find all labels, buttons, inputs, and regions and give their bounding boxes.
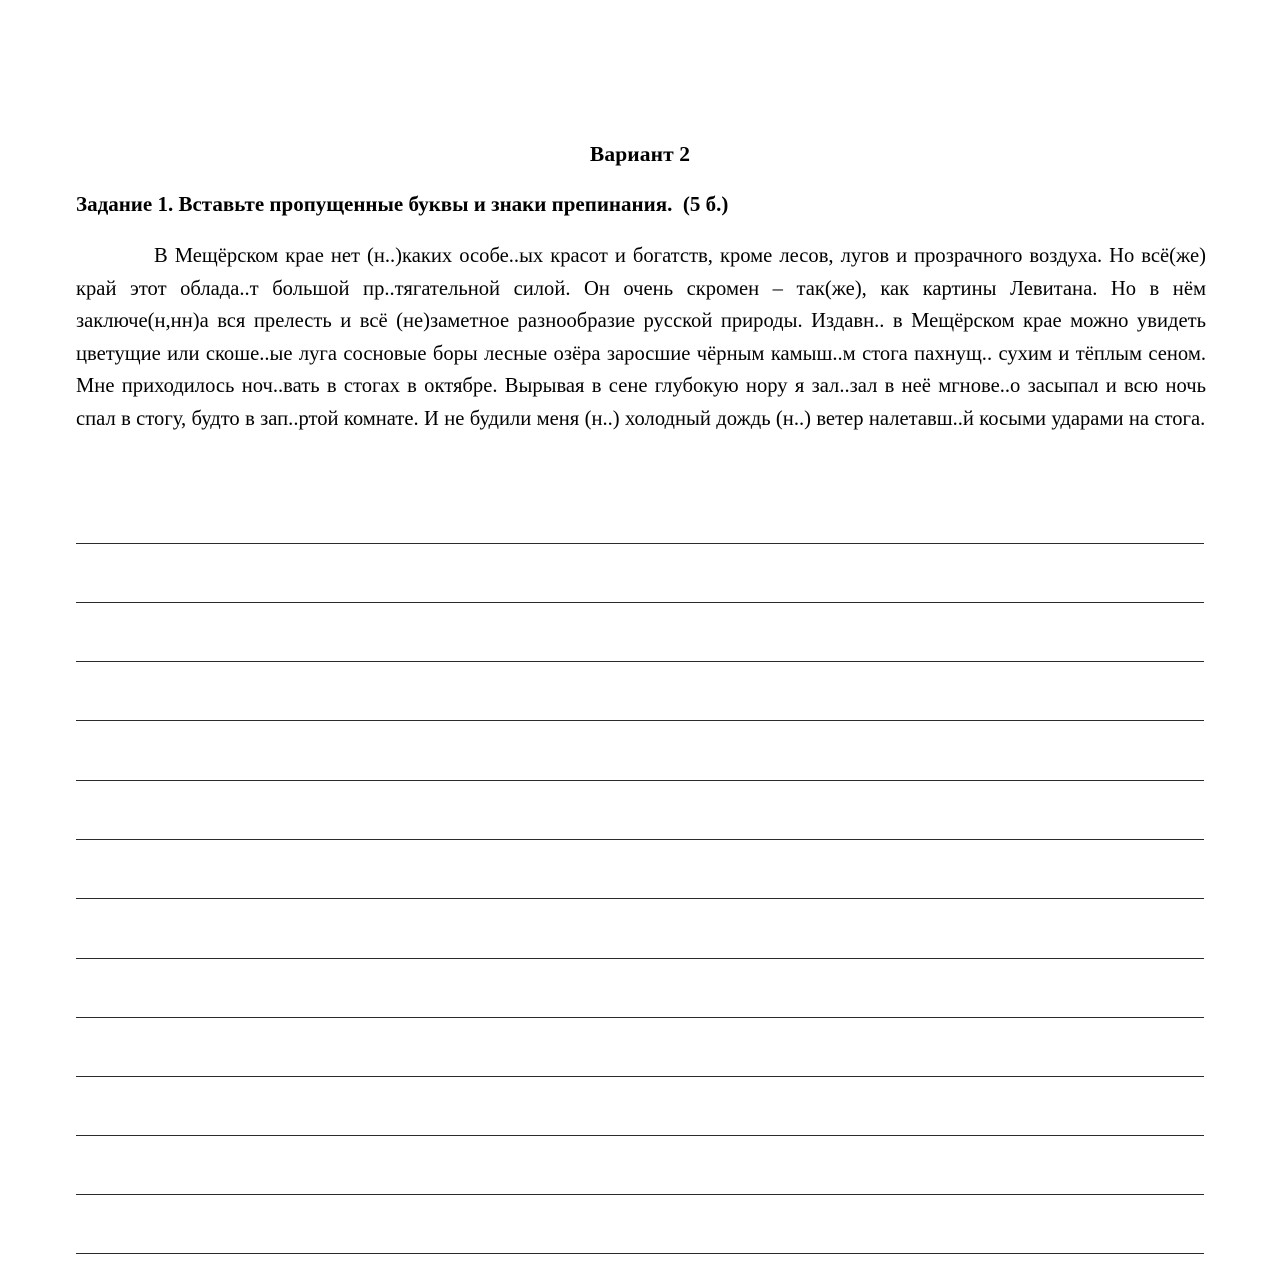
task-heading: Задание 1. Вставьте пропущенные буквы и знаки препинания. (5 б.)	[76, 192, 729, 216]
answer-line	[76, 1017, 1204, 1018]
answer-line	[76, 1253, 1204, 1254]
answer-line	[76, 839, 1204, 840]
answer-line	[76, 1076, 1204, 1077]
answer-line	[76, 543, 1204, 544]
answer-line	[76, 898, 1204, 899]
page-title: Вариант 2	[589, 142, 691, 166]
answer-line	[76, 780, 1204, 781]
answer-line	[76, 958, 1204, 959]
answer-line	[76, 602, 1204, 603]
exercise-paragraph: В Мещёрском крае нет (н..)каких особе..ых красот и богатств, кроме лесов, лугов и прозрачного воздуха. Но всё(же) край этот облада..т большой пр..тягательной силой. Он очень скромен – так(же), как картины Левитана. Но в нём заключе(н,нн)а вся прелесть и всё (не)заметное разнообразие русской природы. Издавн.. в Мещёрском крае можно увидеть цветущие или скоше..ые луга сосновые боры лесные озёра заросшие чёрным камыш..м стога пахнущ.. сухим и тёплым сеном. Мне приходилось ноч..вать в стогах в октябре. Вырывая в сене глубокую нору я зал..зал в неё мгнове..о засыпал и всю ночь спал в стогу, будто в зап..ртой комнате. И не будили меня (н..) холодный дождь (н..) ветер налетавш..й косыми ударами на стога.	[76, 245, 1206, 430]
answer-line	[76, 720, 1204, 721]
answer-line	[76, 1135, 1204, 1136]
answer-line	[76, 661, 1204, 662]
answer-line	[76, 1194, 1204, 1195]
